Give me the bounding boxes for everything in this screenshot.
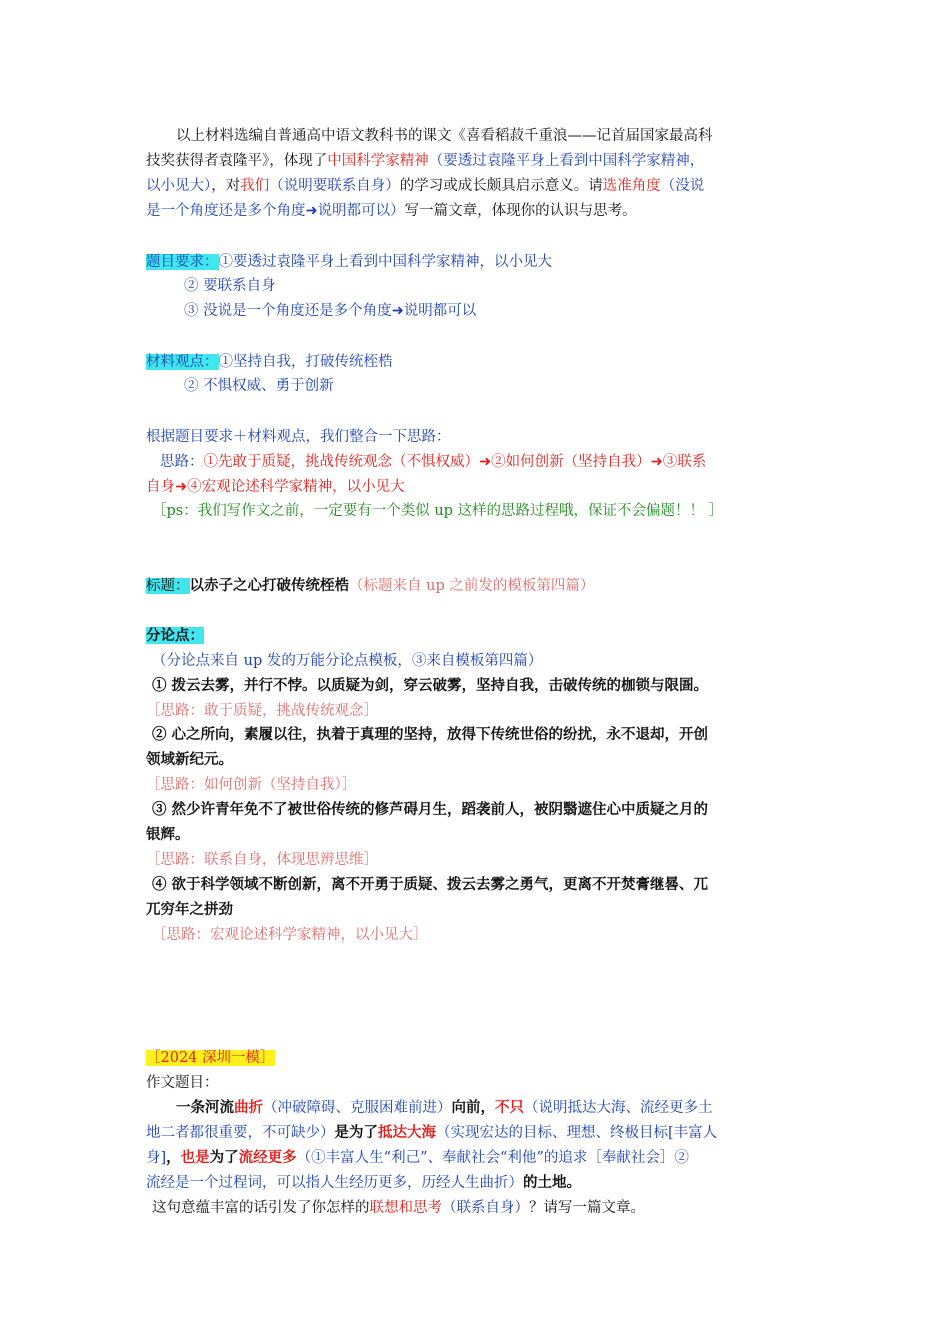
title-label: 标题： (146, 578, 190, 594)
shenzhen-line-2: 地二者都很重要，不可缺少）是为了抵达大海（实现宏达的目标、理想、终极目标[丰富人 (146, 1124, 718, 1141)
shenzhen-line-4: 流经是一个过程词，可以指人生经历更多，历经人生曲折）的土地。 (146, 1174, 581, 1191)
requirements-line-2: ② 要联系自身 (184, 278, 276, 294)
point-3-note: ［思路：联系自身，体现思辨思维］ (146, 852, 378, 868)
points-label: 分论点： (146, 627, 204, 644)
point-2-line-1: ② 心之所向，素履以往，执着于真理的坚持，放得下传统世俗的纷扰，永不退却，开创 (152, 726, 709, 743)
thinking-ps: ［ps：我们写作文之前，一定要有一个类似 up 这样的思路过程哦，保证不会偏题！！ ］ (152, 503, 724, 519)
point-2-line-2: 领域新纪元。 (146, 751, 233, 768)
essay-title: 以赤子之心打破传统桎梏 (189, 577, 349, 594)
shenzhen-tag: ［2024 深圳一模］ (146, 1050, 275, 1066)
intro-line-4: 是一个角度还是多个角度➜说明都可以）写一篇文章，体现你的认识与思考。 (146, 203, 637, 219)
intro-line-1: 以上材料选编自普通高中语文教科书的课文《喜看稻菽千重浪——记首届国家最高科 (176, 128, 713, 144)
thinking-line-1: 思路：①先敢于质疑，挑战传统观念（不惧权威）➜②如何创新（坚持自我）➜③联系 (160, 454, 707, 470)
title-line: 标题：以赤子之心打破传统桎梏（标题来自 up 之前发的模板第四篇） (146, 577, 595, 594)
thinking-line-2: 自身➜④宏观论述科学家精神，以小见大 (146, 479, 405, 495)
material-line-2: ② 不惧权威、勇于创新 (184, 378, 334, 394)
highlight-scientist-spirit: 中国科学家精神 (327, 153, 429, 169)
point-1-note: ［思路：敢于质疑，挑战传统观念］ (146, 703, 378, 719)
shenzhen-line-3: 身]，也是为了流经更多（①丰富人生“利己”、奉献社会“利他”的追求［奉献社会］② (146, 1149, 689, 1166)
point-2-note: ［思路：如何创新（坚持自我）］ (146, 777, 357, 793)
intro-line-2: 技奖获得者袁隆平》，体现了中国科学家精神（要透过袁隆平身上看到中国科学家精神， (146, 153, 705, 169)
point-1: ① 拨云去雾，并行不悖。以质疑为剑，穿云破雾，坚持自我，击破传统的枷锁与限圄。 (152, 677, 709, 694)
shenzhen-line-1: 一条河流曲折（冲破障碍、克服困难前进）向前，不只（说明抵达大海、流经更多土 (176, 1099, 713, 1116)
intro-line-3: 以小见大），对我们（说明要联系自身）的学习或成长颇具启示意义。请选准角度（没说 (146, 178, 705, 194)
point-3-line-2: 银辉。 (146, 826, 190, 843)
shenzhen-label: 作文题目： (146, 1075, 219, 1091)
material-line-1: 材料观点：①坚持自我，打破传统桎梏 (146, 354, 393, 370)
point-4-note: ［思路：宏观论述科学家精神，以小见大］ (152, 927, 428, 943)
point-4-line-1: ④ 欲于科学领域不断创新，离不开勇于质疑、拨云去雾之勇气，更离不开焚膏继晷、兀 (152, 876, 709, 893)
requirements-line-3: ③ 没说是一个角度还是多个角度➜说明都可以 (184, 303, 477, 319)
requirements-label: 题目要求： (146, 254, 219, 270)
shenzhen-tag-line (146, 1047, 275, 1069)
point-4-line-2: 兀穷年之拼劲 (146, 901, 233, 918)
thinking-intro: 根据题目要求＋材料观点，我们整合一下思路： (146, 429, 451, 445)
shenzhen-line-5: 这句意蕴丰富的话引发了你怎样的联想和思考（联系自身）？请写一篇文章。 (152, 1200, 645, 1216)
points-source: （分论点来自 up 发的万能分论点模板，③来自模板第四篇） (152, 653, 543, 669)
points-label-line (146, 625, 204, 647)
material-label: 材料观点： (146, 354, 219, 370)
requirements-line-1: 题目要求：①要透过袁隆平身上看到中国科学家精神，以小见大 (146, 254, 552, 270)
point-3-line-1: ③ 然少许青年免不了被世俗传统的修芦碍月生，蹈袭前人，被阴翳遮住心中质疑之月的 (152, 801, 709, 818)
